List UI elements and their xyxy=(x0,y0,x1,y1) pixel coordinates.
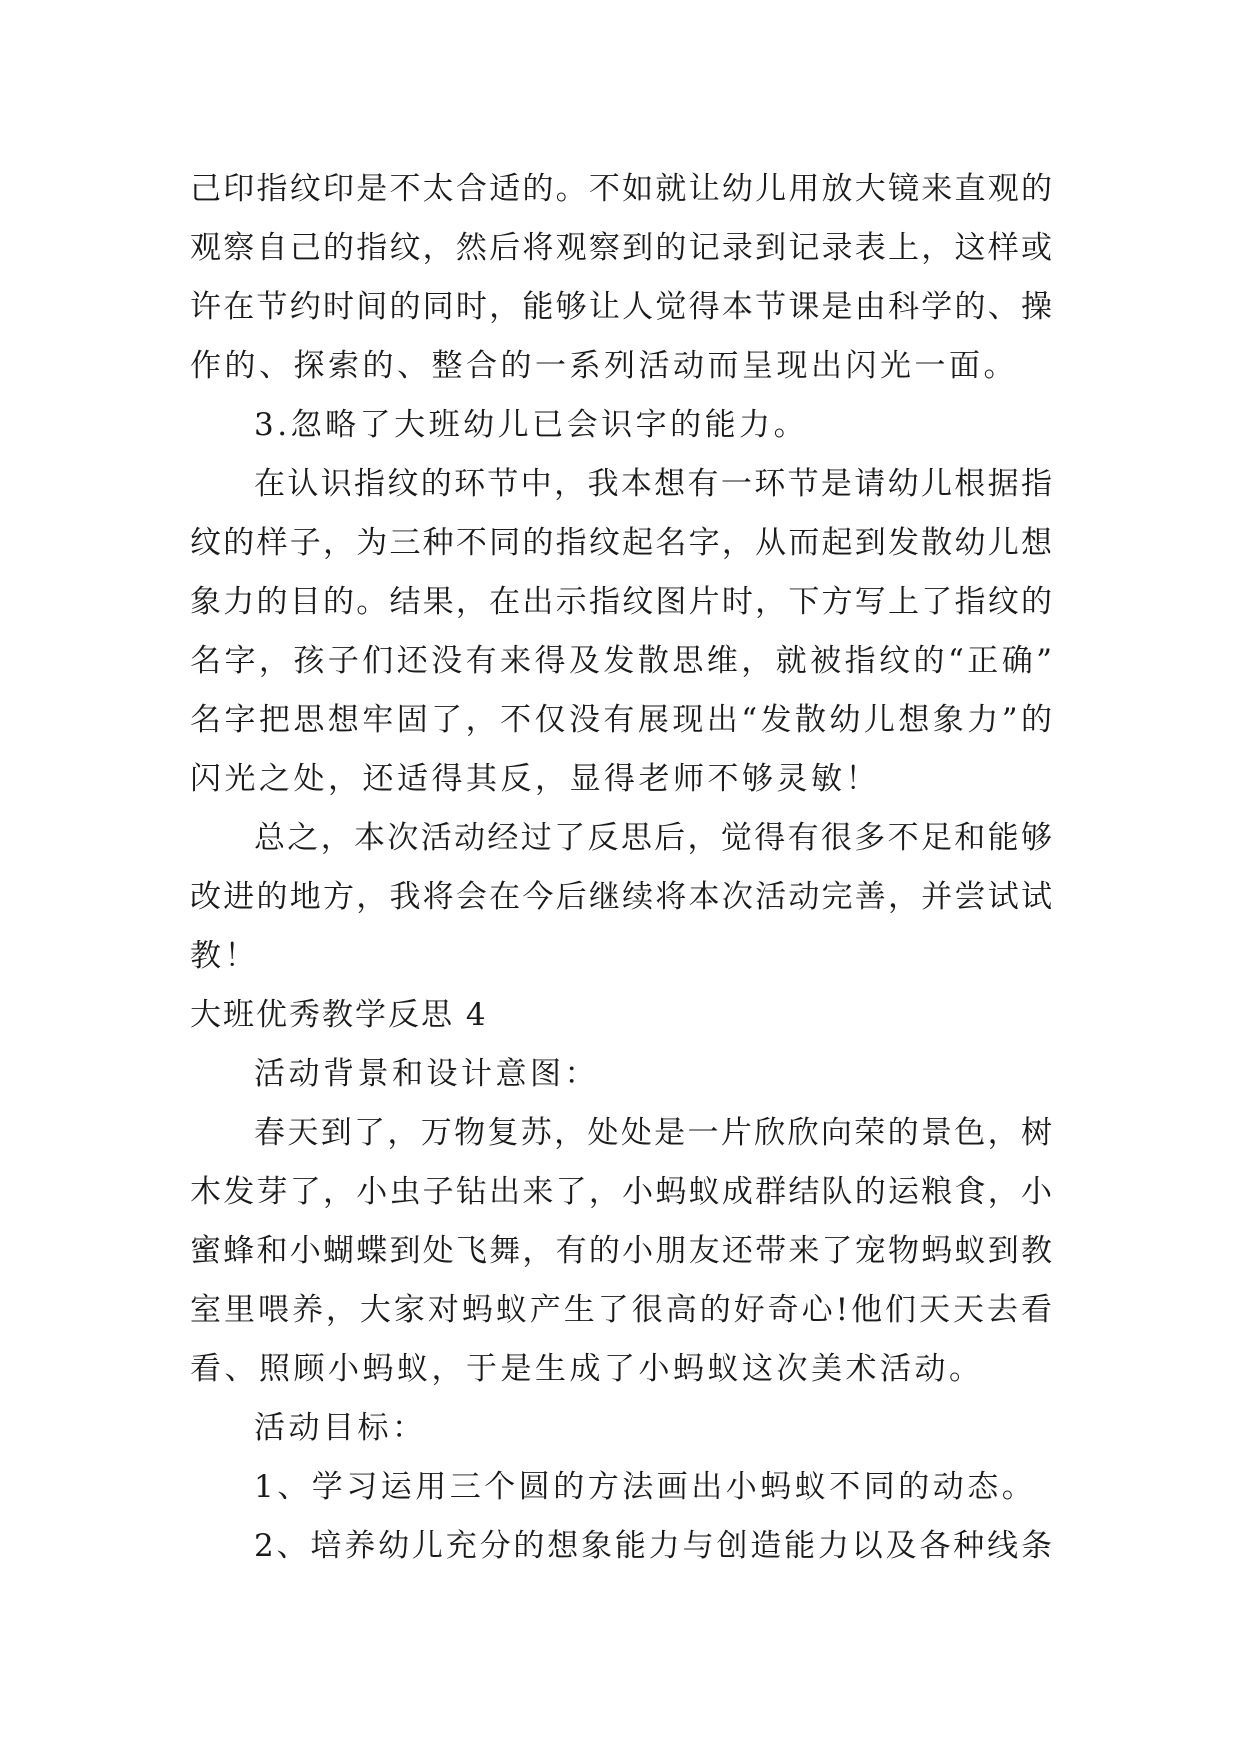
list-item-heading: 3.忽略了大班幼儿已会识字的能力。 xyxy=(254,407,809,443)
text-line: 象力的目的。结果，在出示指纹图片时，下方写上了指纹的 xyxy=(190,584,1052,620)
text-line: 教！ xyxy=(190,938,259,974)
text-line: 闪光之处，还适得其反，显得老师不够灵敏！ xyxy=(190,761,880,797)
text-line: 室里喂养，大家对蚂蚁产生了很高的好奇心!他们天天去看 xyxy=(190,1292,1052,1328)
subsection-label: 活动背景和设计意图： xyxy=(254,1056,599,1092)
paragraph-first-line: 总之，本次活动经过了反思后，觉得有很多不足和能够 xyxy=(254,820,1052,856)
document-body xyxy=(190,160,1052,1576)
subsection-label: 活动目标： xyxy=(254,1410,427,1446)
text-line: 己印指纹印是不太合适的。不如就让幼儿用放大镜来直观的 xyxy=(190,171,1052,207)
paragraph-first-line: 在认识指纹的环节中，我本想有一环节是请幼儿根据指 xyxy=(254,466,1052,502)
text-line: 纹的样子，为三种不同的指纹起名字，从而起到发散幼儿想 xyxy=(190,525,1052,561)
text-line: 改进的地方，我将会在今后继续将本次活动完善，并尝试试 xyxy=(190,879,1052,915)
text-line: 观察自己的指纹，然后将观察到的记录到记录表上，这样或 xyxy=(190,230,1052,266)
text-line: 蜜蜂和小蝴蝶到处飞舞，有的小朋友还带来了宠物蚂蚁到教 xyxy=(190,1233,1052,1269)
text-line: 名字把思想牢固了，不仅没有展现出“发散幼儿想象力”的 xyxy=(190,702,1052,738)
paragraph-first-line: 春天到了，万物复苏，处处是一片欣欣向荣的景色，树 xyxy=(254,1115,1052,1151)
section-title: 大班优秀教学反思 4 xyxy=(190,997,488,1033)
text-line: 许在节约时间的同时，能够让人觉得本节课是由科学的、操 xyxy=(190,289,1052,325)
text-line: 看、照顾小蚂蚁，于是生成了小蚂蚁这次美术活动。 xyxy=(190,1351,984,1387)
list-item: 1、学习运用三个圆的方法画出小蚂蚁不同的动态。 xyxy=(254,1469,1037,1505)
list-item: 2、培养幼儿充分的想象能力与创造能力以及各种线条 xyxy=(254,1528,1052,1564)
text-line: 作的、探索的、整合的一系列活动而呈现出闪光一面。 xyxy=(190,348,1018,384)
text-line: 名字，孩子们还没有来得及发散思维，就被指纹的“正确” xyxy=(190,643,1052,679)
text-line: 木发芽了，小虫子钻出来了，小蚂蚁成群结队的运粮食，小 xyxy=(190,1174,1052,1210)
